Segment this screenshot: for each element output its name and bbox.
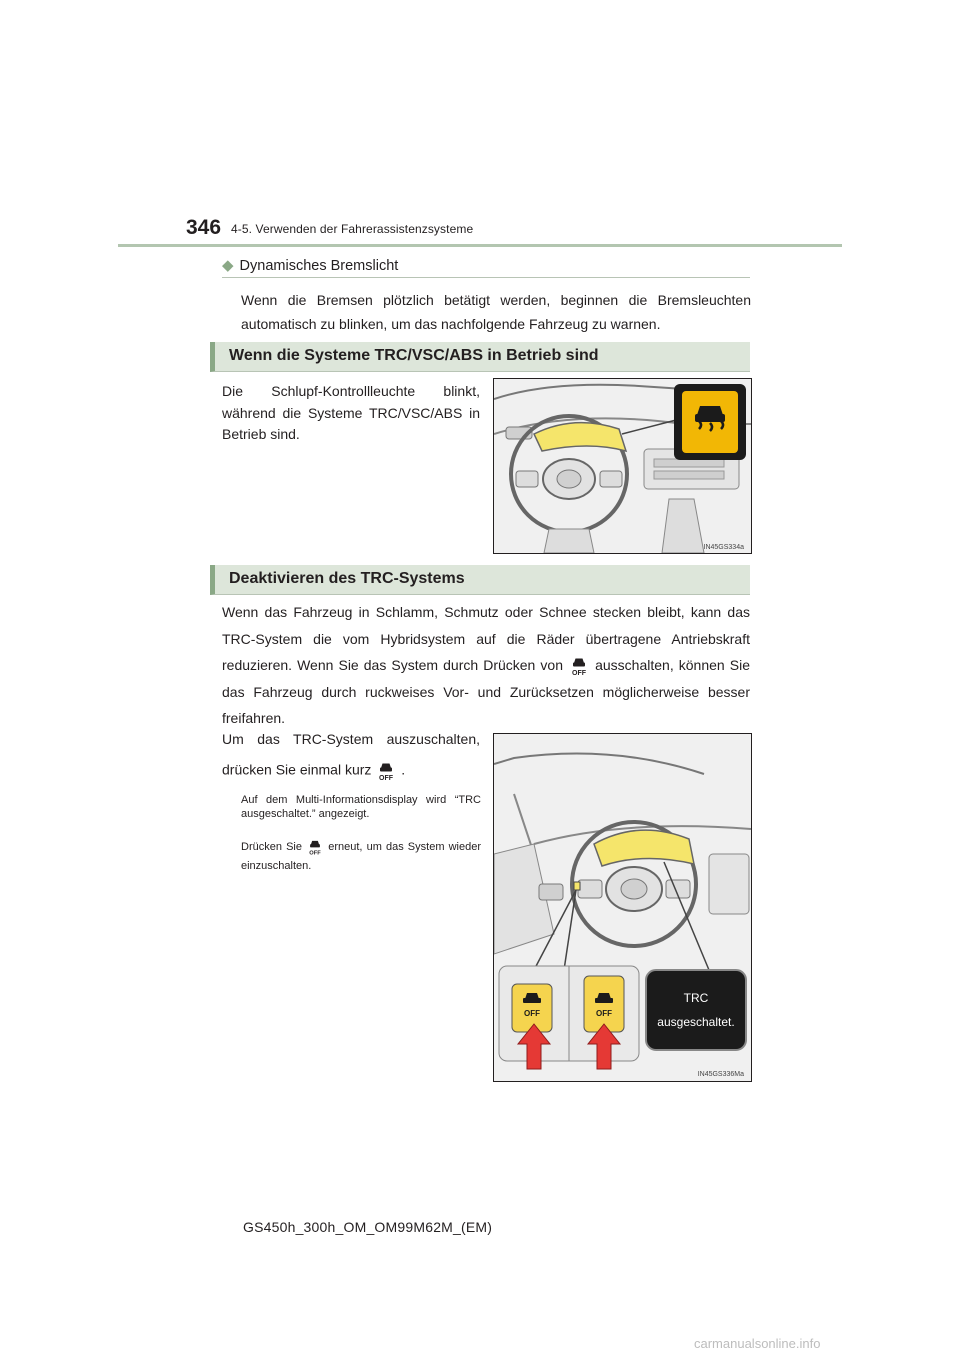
diamond-bullet-icon: ◆ xyxy=(222,257,234,274)
svg-text:OFF: OFF xyxy=(572,670,587,678)
note2-text-part2: erneut, um das System wieder einzuschalten. xyxy=(241,841,481,872)
note-reactivate xyxy=(241,838,481,876)
svg-text:OFF: OFF xyxy=(379,775,394,782)
subsection-divider xyxy=(222,277,750,278)
instruction-period: . xyxy=(401,761,406,778)
chapter-title: 4-5. Verwenden der Fahrerassistenzsysteme xyxy=(231,222,474,236)
header-divider xyxy=(118,244,842,247)
watermark: carmanualsonline.info xyxy=(694,1336,821,1351)
section-heading-text: Deaktivieren des TRC-Systems xyxy=(229,570,465,587)
figure-code: IN45GS336Ma xyxy=(697,1071,744,1078)
trc-off-icon xyxy=(568,655,590,677)
trc-off-icon xyxy=(375,760,397,782)
subsection-heading-bremslicht xyxy=(222,256,398,274)
section-heading-trc-vsc-abs xyxy=(210,342,750,372)
note2-text-part1: Drücken Sie xyxy=(241,841,302,853)
dashboard-figure-trc-off xyxy=(493,733,752,1082)
display-line1: TRC xyxy=(683,991,709,1005)
figure-code: IN45GS334a xyxy=(703,544,744,551)
deactivate-text-part1: Wenn das Fahrzeug in Schlamm, Schmutz oder Schnee stecken bleibt, kann das TRC-System die vom Hybridsystem auf die Räder übertragene Antriebskraft reduzieren. Wenn Sie das System durch Drücken von xyxy=(222,604,750,673)
svg-text:OFF: OFF xyxy=(309,850,321,857)
deactivate-text-part2: ausschalten, können Sie das Fahrzeug durch ruckweises Vor- und Zurücksetzen möglicherweise besser freifahren. xyxy=(222,657,750,726)
note-display-message: Auf dem Multi-Informationsdisplay wird “TRC ausgeschaltet.” angezeigt. xyxy=(241,794,481,820)
section-heading-text: Wenn die Systeme TRC/VSC/ABS in Betrieb sind xyxy=(229,347,599,364)
deactivate-paragraph xyxy=(222,599,750,732)
trc-off-icon xyxy=(306,838,324,856)
section-heading-deactivate-trc xyxy=(210,565,750,595)
footer-document-code: GS450h_300h_OM_OM99M62M_(EM) xyxy=(243,1219,493,1235)
svg-text:OFF: OFF xyxy=(596,1009,612,1018)
dashboard-illustration xyxy=(494,734,751,1081)
instruction-text: drücken Sie einmal kurz xyxy=(222,761,372,778)
instruction-line1: Um das TRC-System auszuschalten, xyxy=(222,731,480,747)
dashboard-figure-slip-indicator xyxy=(493,378,752,554)
trc-vsc-paragraph: Die Schlupf-Kontrollleuchte blinkt, während die Systeme TRC/VSC/ABS in Betrieb sind. xyxy=(222,383,480,442)
svg-text:OFF: OFF xyxy=(524,1009,540,1018)
subsection-heading-text: Dynamisches Bremslicht xyxy=(239,258,399,274)
display-line2: ausgeschaltet. xyxy=(657,1015,735,1029)
dashboard-illustration xyxy=(494,379,751,553)
page-number: 346 xyxy=(186,216,222,239)
instruction-line2 xyxy=(222,760,405,782)
bremslicht-paragraph: Wenn die Bremsen plötzlich betätigt werden, beginnen die Bremsleuchten automatisch zu blinken, um das nachfolgende Fahrzeug zu warnen. xyxy=(241,292,751,332)
